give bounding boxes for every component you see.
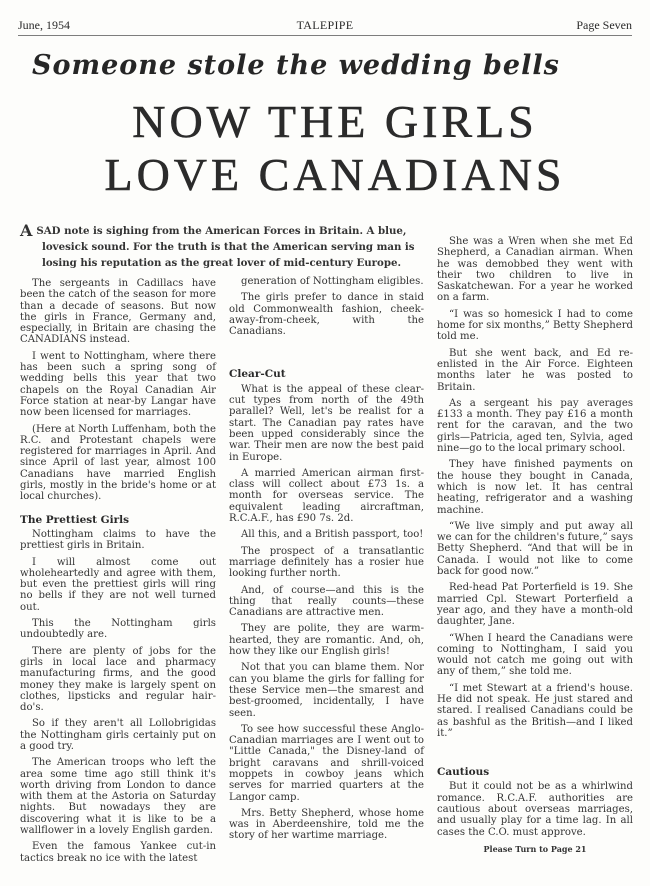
paragraph: They are polite, they are warm-hearted, they are romantic. And, oh, how they like our English girls! [229, 623, 424, 658]
standfirst-rest: lovesick sound. For the truth is that the American serving man is losing his reputation as the great lover of mid-century Europe. [42, 241, 415, 269]
standfirst-first-line: SAD note is sighing from the American Forces in Britain. A blue, [36, 225, 407, 237]
publication-name: TALEPIPE [296, 18, 354, 32]
paragraph: A married American airman first-class will collect about £73 1s. a month for overseas service. The equivalent leading aircraftman, R.C.A.F., has £90 7s. 2d. [229, 467, 424, 525]
column-3-paragraphs-a [437, 236, 633, 739]
paragraph: As a sergeant his pay averages £133 a month. They pay £16 a month rent for the caravan, and the two girls—Patricia, aged ten, Sylvia, aged nine—go to the local primary school. [437, 397, 633, 455]
paragraph: Red-head Pat Porterfield is 19. She married Cpl. Stewart Porterfield a year ago, and they have a month-old daughter, Jane. [437, 582, 633, 628]
drop-cap: A [20, 221, 33, 240]
main-headline [0, 95, 650, 201]
paragraph: Not that you can blame them. Nor can you blame the girls for falling for these Service men—the smarest and best-groomed, incidentally, I have seen. [229, 662, 424, 719]
kicker-headline: Someone stole the wedding bells [32, 50, 560, 81]
paragraph: So if they aren't all Lollobrigidas the Nottingham girls certainly put on a good try. [20, 718, 216, 752]
paragraph: This the Nottingham girls undoubtedly are. [20, 618, 216, 641]
paragraph: What is the appeal of these clear-cut types from north of the 49th parallel? Well, let's be realist for a start. The Canadian pay rates have been upped considerably since the war. Their men are now the best paid in Europe. [229, 383, 424, 463]
standfirst [20, 223, 420, 271]
paragraph: The American troops who left the area some time ago still think it's worth driving from London to dance with them at the Astoria on Saturday nights. But nowadays they are discovering what it is like to be a wallflower in a lovely English garden. [20, 757, 216, 837]
paragraph: The girls prefer to dance in staid old Commonwealth fashion, cheek-away-from-cheek, with the Canadians. [229, 292, 424, 338]
paragraph: “I met Stewart at a friend's house. He did not speak. He just stared and stared. I realised Canadians could be as bashful as the British—and I liked it.” [437, 682, 633, 739]
article-column-2 [229, 276, 424, 847]
paragraph: All this, and a British passport, too! [241, 529, 424, 541]
headline-line-2: LOVE CANADIANS [104, 149, 566, 200]
paragraph: But she went back, and Ed re-enlisted in the Air Force. Eighteen months later he was posted to Britain. [437, 347, 633, 393]
paragraph: The prospect of a transatlantic marriage definitely has a rosier hue looking further north. [229, 545, 424, 580]
continuation-link[interactable]: Please Turn to Page 21 [483, 843, 587, 854]
column-1-paragraphs-a [20, 278, 216, 503]
paragraph: “When I heard the Canadians were coming to Nottingham, I said you would not catch me going out with any of them,” she told me. [437, 632, 633, 678]
column-3-paragraphs-b [437, 781, 633, 837]
paragraph: To see how successful these Anglo-Canadian marriages are I went out to "Little Canada," the Disney-land of bright caravans and shrill-voiced moppets in cowboy jeans which serves for married quarters at the Langor camp. [229, 723, 424, 803]
paragraph: Nottingham claims to have the prettiest girls in Britain. [20, 528, 216, 552]
article-column-1 [20, 278, 216, 869]
masthead-rule [18, 35, 632, 36]
column-2-paragraphs-a [229, 276, 424, 337]
paragraph: And, of course—and this is the thing that really counts—these Canadians are attractive men. [229, 584, 424, 619]
paragraph: “We live simply and put away all we can for the children's future,” says Betty Shepherd. “And that will be in Canada. I would not like to come back for good now.” [437, 520, 633, 578]
subhead-cautious: Cautious [437, 766, 490, 779]
article-column-3 [437, 236, 633, 855]
paragraph: I will almost come out wholeheartedly and agree with them, but even the prettiest girls will ring no bells if they are not well turned out. [20, 556, 216, 613]
paragraph: But it could not be as a whirlwind romance. R.C.A.F. authorities are cautious about overseas marriages, and usually play for a time lag. In all cases the C.O. must approve. [437, 781, 633, 838]
masthead [18, 18, 632, 36]
paragraph: They have finished payments on the house they bought in Canada, which is now let. It has central heating, refrigerator and a washing machine. [437, 459, 633, 516]
paragraph: Mrs. Betty Shepherd, whose home was in Aberdeenshire, told me the story of her wartime marriage. [229, 807, 424, 842]
paragraph: The sergeants in Cadillacs have been the catch of the season for more than a decade of seasons. But now the girls in France, Germany and, especially, in Britain are chasing the CANADIANS instead. [20, 278, 216, 346]
paragraph: She was a Wren when she met Ed Shepherd, a Canadian airman. When he was demobbed they went with their two children to live in Saskatchewan. For a year he worked on a farm. [437, 236, 633, 304]
paragraph: There are plenty of jobs for the girls in local lace and pharmacy manufacturing firms, and the good money they make is largely spent on clothes, lipsticks and regular hair-do's. [20, 645, 216, 714]
paragraph: I went to Nottingham, where there has been such a spring song of wedding bells this year that two chapels on the Royal Canadian Air Force station at near-by Langar have now been licensed for marriages. [20, 350, 216, 419]
issue-date: June, 1954 [18, 18, 70, 32]
column-1-paragraphs-b [20, 529, 216, 864]
headline-line-1: NOW THE GIRLS [132, 96, 538, 147]
column-2-paragraphs-b [229, 384, 424, 842]
paragraph: generation of Nottingham eligibles. [241, 276, 424, 287]
subhead-clear-cut: Clear-Cut [229, 368, 286, 381]
paragraph: (Here at North Luffenham, both the R.C. and Protestant chapels were registered for marriages in April. And since April of last year, almost 100 Canadians have married English girls, mostly in the bride's home or at local churches). [20, 423, 216, 503]
page-number: Page Seven [576, 18, 632, 32]
paragraph: Even the famous Yankee cut-in tactics break no ice with the latest [20, 841, 216, 864]
subhead-prettiest-girls: The Prettiest Girls [20, 513, 130, 526]
paragraph: “I was so homesick I had to come home for six months,” Betty Shepherd told me. [437, 308, 633, 343]
